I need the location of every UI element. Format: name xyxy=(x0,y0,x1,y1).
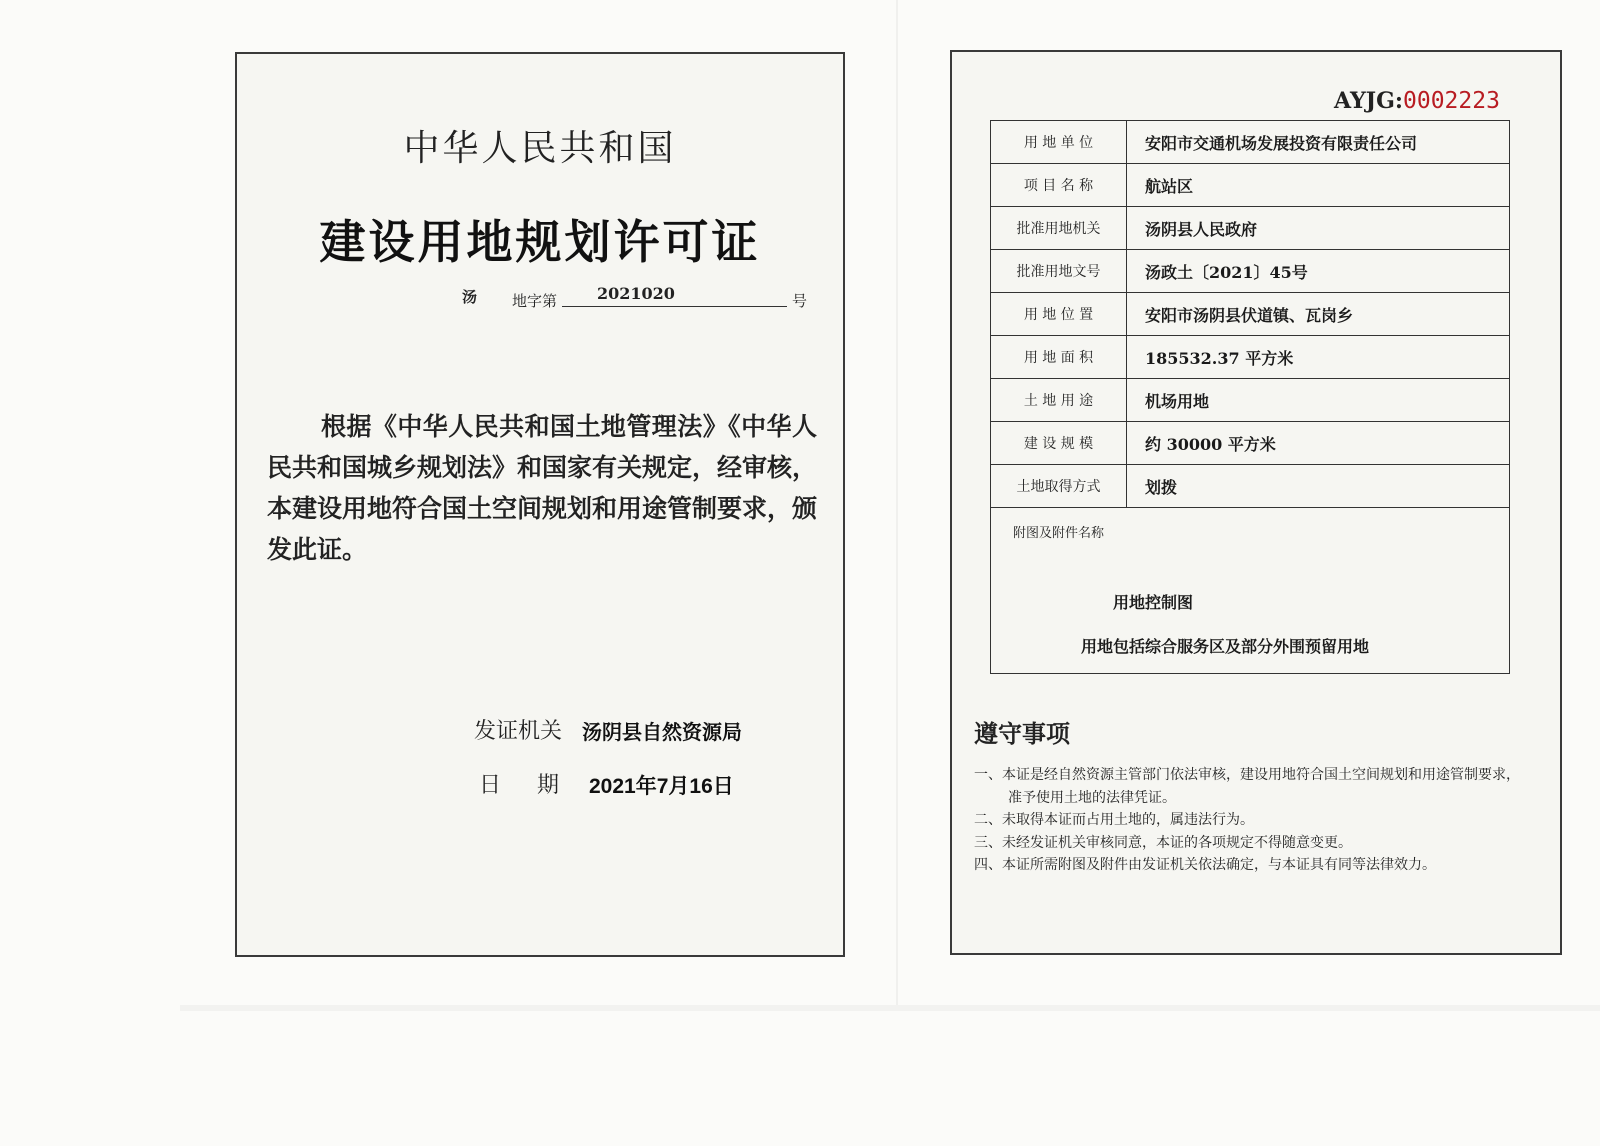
serial-label: AYJG: xyxy=(1334,88,1403,114)
number-label: 地字第 xyxy=(512,292,558,310)
table-row xyxy=(991,422,1510,465)
note-item: 二、未取得本证而占用土地的，属违法行为。 xyxy=(974,812,1254,828)
country-name: 中华人民共和国 xyxy=(403,128,677,169)
attachments-row xyxy=(991,508,1510,674)
issuer-label: 发证机关 xyxy=(474,719,563,744)
row-label: 批准用地文号 xyxy=(991,250,1127,293)
table-row xyxy=(991,336,1510,379)
certificate-title: 建设用地规划许可证 xyxy=(319,215,761,269)
row-label: 建 设 规 模 xyxy=(991,422,1127,465)
certificate-detail-page xyxy=(950,50,1562,955)
row-value: 约 30000 平方米 xyxy=(1127,422,1510,465)
land-info-table xyxy=(990,120,1510,674)
issue-date: 2021年7月16日 xyxy=(589,775,734,798)
row-value: 机场用地 xyxy=(1127,379,1510,422)
attachment-item: 用地包括综合服务区及部分外围预留用地 xyxy=(1081,637,1370,656)
number-prefix: 汤 xyxy=(462,288,478,306)
table-row xyxy=(991,164,1510,207)
row-value: 航站区 xyxy=(1127,164,1510,207)
scan-edge xyxy=(180,1005,1600,1011)
table-row xyxy=(991,379,1510,422)
row-value: 安阳市交通机场发展投资有限责任公司 xyxy=(1127,121,1510,164)
table-row xyxy=(991,293,1510,336)
note-item: 四、本证所需附图及附件由发证机关依法确定，与本证具有同等法律效力。 xyxy=(974,857,1436,873)
notes-title: 遵守事项 xyxy=(974,720,1070,748)
date-label: 日期 xyxy=(479,773,596,798)
number-underline xyxy=(562,284,787,307)
table-row xyxy=(991,121,1510,164)
page-fold xyxy=(896,0,898,1010)
number-suffix: 号 xyxy=(792,292,808,310)
row-label: 批准用地机关 xyxy=(991,207,1127,250)
row-label: 土 地 用 途 xyxy=(991,379,1127,422)
attachments-cell xyxy=(991,508,1510,674)
row-label: 项 目 名 称 xyxy=(991,164,1127,207)
serial-value: 0002223 xyxy=(1403,88,1500,114)
row-value: 划拨 xyxy=(1127,465,1510,508)
table-row xyxy=(991,207,1510,250)
note-item: 一、本证是经自然资源主管部门依法审核，建设用地符合国土空间规划和用途管制要求，准予使用土地的法律凭证。 xyxy=(974,767,1520,806)
attachment-item: 用地控制图 xyxy=(1113,593,1194,612)
row-value: 安阳市汤阴县伏道镇、瓦岗乡 xyxy=(1127,293,1510,336)
row-label: 用 地 面 积 xyxy=(991,336,1127,379)
note-item: 三、未经发证机关审核同意，本证的各项规定不得随意变更。 xyxy=(974,834,1352,851)
row-label: 土地取得方式 xyxy=(991,465,1127,508)
certificate-number: 2021020 xyxy=(597,284,675,303)
row-value: 185532.37 平方米 xyxy=(1127,336,1510,379)
row-label: 用 地 位 置 xyxy=(991,293,1127,336)
row-value: 汤政土〔2021〕45号 xyxy=(1127,250,1510,293)
issuer-value: 汤阴县自然资源局 xyxy=(582,722,742,744)
table-row xyxy=(991,250,1510,293)
notes-list xyxy=(974,764,1529,877)
row-value: 汤阴县人民政府 xyxy=(1127,207,1510,250)
table-row xyxy=(991,465,1510,508)
attachments-label: 附图及附件名称 xyxy=(1013,526,1105,541)
certificate-cover-page xyxy=(235,52,845,957)
certificate-body-text: 根据《中华人民共和国土地管理法》《中华人民共和国城乡规划法》和国家有关规定，经审核，本建设用地符合国土空间规划和用途管制要求，颁发此证。 xyxy=(267,412,818,564)
serial-number xyxy=(1334,88,1500,114)
row-label: 用 地 单 位 xyxy=(991,121,1127,164)
